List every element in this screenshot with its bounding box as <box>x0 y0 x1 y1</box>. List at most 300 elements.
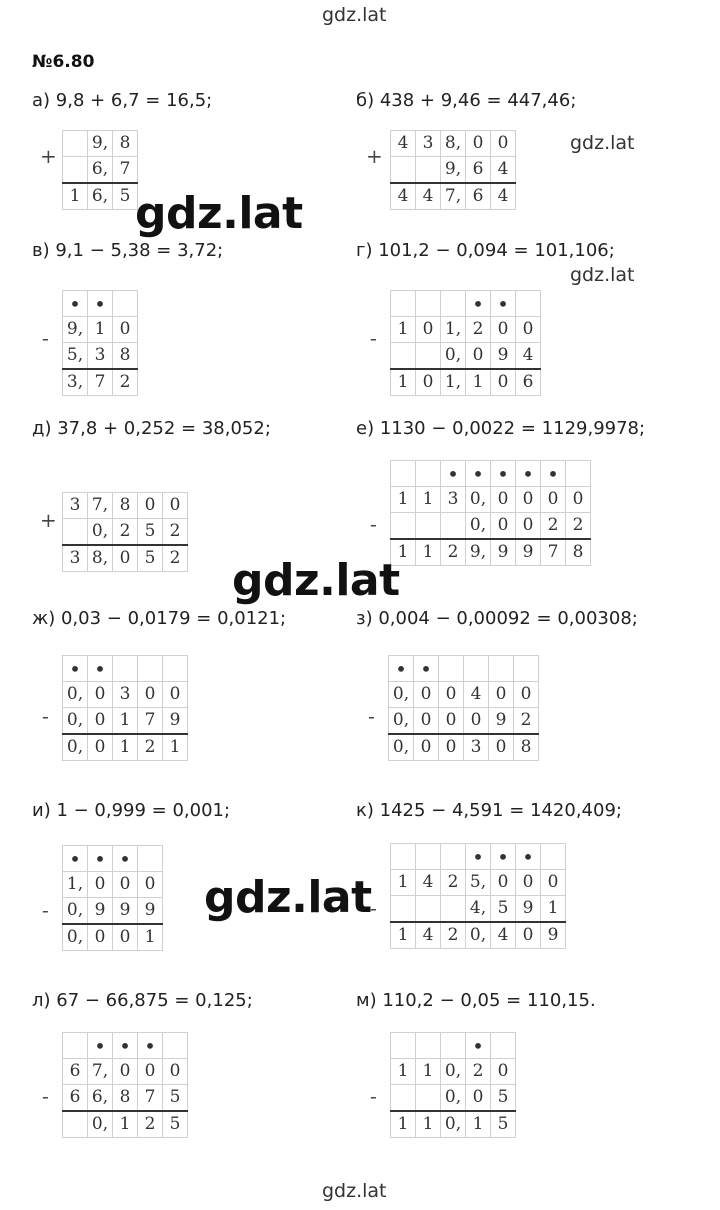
borrow-mark-cell: • <box>389 656 414 682</box>
digit-cell: 9 <box>491 343 516 370</box>
borrow-mark-cell: • <box>466 1033 491 1059</box>
digit-cell: 1 <box>391 870 416 896</box>
result-row <box>389 734 539 761</box>
operand-row <box>391 870 566 896</box>
digit-cell: 0 <box>491 1059 516 1085</box>
column-grid-l <box>62 1032 188 1138</box>
digit-cell: 9, <box>466 539 491 566</box>
sign-l: - <box>42 1084 49 1108</box>
digit-cell: 1 <box>391 922 416 949</box>
digit-cell: 2 <box>163 545 188 572</box>
digit-cell: 0 <box>113 924 138 951</box>
digit-cell: 0 <box>541 487 566 513</box>
borrow-mark-cell: • <box>63 291 88 317</box>
digit-cell: 0, <box>88 519 113 546</box>
digit-cell: 8 <box>113 1085 138 1112</box>
digit-cell: 4, <box>466 896 491 923</box>
digit-cell: 0, <box>389 708 414 735</box>
digit-cell: 6 <box>466 183 491 210</box>
equation-zh: ж) 0,03 − 0,0179 = 0,0121; <box>32 608 287 629</box>
digit-cell: 1 <box>391 317 416 343</box>
digit-cell: 7, <box>441 183 466 210</box>
borrow-mark-cell: • <box>113 846 138 872</box>
borrow-mark-cell: • <box>466 844 491 870</box>
operand-row <box>391 1033 516 1059</box>
digit-cell: 0, <box>466 513 491 540</box>
digit-cell: 0 <box>466 343 491 370</box>
digit-cell: 8, <box>88 545 113 572</box>
result-row <box>391 369 541 396</box>
digit-cell: 0, <box>466 922 491 949</box>
digit-cell <box>416 513 441 540</box>
digit-cell: 9 <box>491 539 516 566</box>
digit-cell: 1 <box>466 1111 491 1138</box>
digit-cell: 1 <box>63 183 88 210</box>
digit-cell: 1 <box>391 1111 416 1138</box>
result-row <box>63 183 138 210</box>
digit-cell: 0 <box>414 708 439 735</box>
operand-row <box>63 656 188 682</box>
digit-cell: 8 <box>566 539 591 566</box>
operand-row <box>391 1085 516 1112</box>
operand-row <box>391 157 516 184</box>
digit-cell: 5 <box>138 519 163 546</box>
digit-cell: 2 <box>514 708 539 735</box>
digit-cell: 2 <box>441 922 466 949</box>
digit-cell: 0 <box>516 513 541 540</box>
digit-cell: 8 <box>113 343 138 370</box>
borrow-mark-cell: • <box>88 291 113 317</box>
borrow-mark-cell: • <box>138 1033 163 1059</box>
column-grid-zh <box>62 655 188 761</box>
digit-cell: 0, <box>441 1111 466 1138</box>
digit-cell: 6 <box>466 157 491 184</box>
digit-cell: 3 <box>113 682 138 708</box>
digit-cell: 0 <box>414 682 439 708</box>
exercise-number: №6.80 <box>32 52 95 72</box>
operand-row <box>391 343 541 370</box>
borrow-mark-cell: • <box>113 1033 138 1059</box>
borrow-mark-cell <box>441 844 466 870</box>
digit-cell: 2 <box>113 519 138 546</box>
borrow-mark-cell <box>491 1033 516 1059</box>
operand-row <box>391 1059 516 1085</box>
digit-cell: 9 <box>138 898 163 925</box>
digit-cell: 0 <box>113 317 138 343</box>
digit-cell: 0, <box>466 487 491 513</box>
digit-cell: 9 <box>113 898 138 925</box>
digit-cell <box>441 513 466 540</box>
digit-cell: 1 <box>113 1111 138 1138</box>
result-row <box>391 183 516 210</box>
digit-cell: 3 <box>464 734 489 761</box>
digit-cell: 5 <box>113 183 138 210</box>
operand-row <box>391 461 591 487</box>
watermark-large-3: gdz.lat <box>204 872 372 923</box>
operand-row <box>63 872 163 898</box>
digit-cell: 0 <box>113 545 138 572</box>
operand-row <box>391 513 591 540</box>
digit-cell <box>391 1085 416 1112</box>
result-row <box>63 924 163 951</box>
borrow-mark-cell <box>416 844 441 870</box>
digit-cell: 8, <box>441 131 466 157</box>
digit-cell: 0 <box>489 734 514 761</box>
digit-cell: 0 <box>439 734 464 761</box>
digit-cell: 3, <box>63 369 88 396</box>
result-row <box>63 734 188 761</box>
sign-zh: - <box>42 704 49 728</box>
borrow-mark-cell <box>113 291 138 317</box>
borrow-mark-cell <box>541 844 566 870</box>
sign-a: + <box>40 144 57 168</box>
digit-cell: 0 <box>464 708 489 735</box>
borrow-mark-cell <box>163 1033 188 1059</box>
digit-cell: 0, <box>63 708 88 735</box>
borrow-mark-cell: • <box>414 656 439 682</box>
digit-cell: 0, <box>389 734 414 761</box>
digit-cell: 0 <box>491 317 516 343</box>
operand-row <box>63 291 138 317</box>
digit-cell: 7, <box>88 493 113 519</box>
watermark-side-1: gdz.lat <box>570 132 635 154</box>
borrow-mark-cell: • <box>63 656 88 682</box>
digit-cell: 7, <box>88 1059 113 1085</box>
borrow-mark-cell <box>489 656 514 682</box>
digit-cell: 0 <box>566 487 591 513</box>
digit-cell: 0 <box>516 487 541 513</box>
result-row <box>63 545 188 572</box>
sign-m: - <box>370 1084 377 1108</box>
equation-g: г) 101,2 − 0,094 = 101,106; <box>356 240 615 261</box>
digit-cell: 5, <box>63 343 88 370</box>
digit-cell: 9 <box>489 708 514 735</box>
column-grid-i <box>62 845 163 951</box>
digit-cell: 9 <box>163 708 188 735</box>
digit-cell: 2 <box>441 539 466 566</box>
digit-cell: 0 <box>516 870 541 896</box>
borrow-mark-cell <box>138 656 163 682</box>
digit-cell: 5 <box>491 1085 516 1112</box>
digit-cell: 1 <box>416 539 441 566</box>
operand-row <box>389 708 539 735</box>
digit-cell: 1 <box>163 734 188 761</box>
digit-cell: 4 <box>491 922 516 949</box>
operand-row <box>63 1059 188 1085</box>
column-grid-d <box>62 492 188 572</box>
operand-row <box>391 131 516 157</box>
watermark-top: gdz.lat <box>322 4 387 26</box>
digit-cell: 0 <box>491 487 516 513</box>
digit-cell: 4 <box>391 183 416 210</box>
digit-cell: 1 <box>416 487 441 513</box>
digit-cell: 0, <box>63 734 88 761</box>
digit-cell: 6 <box>63 1059 88 1085</box>
operand-row <box>63 1085 188 1112</box>
equation-e: е) 1130 − 0,0022 = 1129,9978; <box>356 418 646 439</box>
digit-cell: 2 <box>541 513 566 540</box>
digit-cell: 1 <box>138 924 163 951</box>
digit-cell: 4 <box>516 343 541 370</box>
digit-cell: 8 <box>113 131 138 157</box>
digit-cell: 0 <box>113 1059 138 1085</box>
digit-cell: 0 <box>163 682 188 708</box>
digit-cell <box>441 896 466 923</box>
digit-cell <box>416 157 441 184</box>
digit-cell: 0 <box>138 872 163 898</box>
digit-cell: 7 <box>113 157 138 184</box>
digit-cell: 0, <box>63 682 88 708</box>
digit-cell: 2 <box>138 734 163 761</box>
borrow-mark-cell: • <box>88 656 113 682</box>
borrow-mark-cell <box>416 1033 441 1059</box>
equation-m: м) 110,2 − 0,05 = 110,15. <box>356 990 596 1011</box>
borrow-mark-cell: • <box>491 291 516 317</box>
digit-cell: 0 <box>491 513 516 540</box>
digit-cell: 4 <box>464 682 489 708</box>
column-grid-b <box>390 130 516 210</box>
digit-cell: 9, <box>63 317 88 343</box>
digit-cell: 0 <box>491 131 516 157</box>
digit-cell: 0 <box>138 682 163 708</box>
borrow-mark-cell <box>416 291 441 317</box>
digit-cell: 1, <box>441 317 466 343</box>
digit-cell: 1 <box>113 708 138 735</box>
digit-cell: 3 <box>63 493 88 519</box>
result-row <box>391 1111 516 1138</box>
borrow-mark-cell: • <box>466 461 491 487</box>
digit-cell: 6 <box>516 369 541 396</box>
column-grid-e <box>390 460 591 566</box>
borrow-mark-cell: • <box>491 461 516 487</box>
digit-cell: 5, <box>466 870 491 896</box>
operand-row <box>63 1033 188 1059</box>
equation-b: б) 438 + 9,46 = 447,46; <box>356 90 577 111</box>
borrow-mark-cell <box>441 291 466 317</box>
digit-cell <box>391 896 416 923</box>
digit-cell: 4 <box>416 183 441 210</box>
operand-row <box>391 896 566 923</box>
digit-cell <box>63 1111 88 1138</box>
digit-cell: 0 <box>88 708 113 735</box>
borrow-mark-cell: • <box>491 844 516 870</box>
equation-a: а) 9,8 + 6,7 = 16,5; <box>32 90 213 111</box>
borrow-mark-cell <box>566 461 591 487</box>
digit-cell: 6, <box>88 157 113 184</box>
borrow-mark-cell <box>138 846 163 872</box>
digit-cell: 5 <box>163 1085 188 1112</box>
digit-cell: 1 <box>88 317 113 343</box>
digit-cell: 8 <box>113 493 138 519</box>
operand-row <box>63 682 188 708</box>
digit-cell: 0 <box>439 708 464 735</box>
operand-row <box>391 844 566 870</box>
digit-cell <box>391 343 416 370</box>
borrow-mark-cell: • <box>63 846 88 872</box>
digit-cell: 7 <box>138 708 163 735</box>
digit-cell: 1 <box>113 734 138 761</box>
digit-cell <box>63 519 88 546</box>
digit-cell: 0 <box>466 1085 491 1112</box>
digit-cell: 1 <box>466 369 491 396</box>
column-grid-m <box>390 1032 516 1138</box>
digit-cell: 3 <box>63 545 88 572</box>
digit-cell: 0, <box>441 1085 466 1112</box>
borrow-mark-cell <box>113 656 138 682</box>
digit-cell: 1 <box>391 487 416 513</box>
digit-cell: 4 <box>491 183 516 210</box>
digit-cell: 0 <box>491 369 516 396</box>
watermark-bottom: gdz.lat <box>322 1180 387 1202</box>
equation-k: к) 1425 − 4,591 = 1420,409; <box>356 800 622 821</box>
digit-cell: 0 <box>88 924 113 951</box>
borrow-mark-cell: • <box>441 461 466 487</box>
digit-cell: 0 <box>113 872 138 898</box>
digit-cell <box>391 157 416 184</box>
digit-cell: 4 <box>416 922 441 949</box>
sign-v: - <box>42 326 49 350</box>
digit-cell: 1, <box>63 872 88 898</box>
borrow-mark-cell <box>391 1033 416 1059</box>
digit-cell: 0 <box>416 317 441 343</box>
operand-row <box>63 131 138 157</box>
borrow-mark-cell <box>391 291 416 317</box>
digit-cell: 0 <box>163 493 188 519</box>
operand-row <box>63 846 163 872</box>
operand-row <box>63 898 163 925</box>
digit-cell: 8 <box>514 734 539 761</box>
digit-cell: 9 <box>516 539 541 566</box>
sign-d: + <box>40 508 57 532</box>
borrow-mark-cell <box>163 656 188 682</box>
equation-l: л) 67 − 66,875 = 0,125; <box>32 990 253 1011</box>
digit-cell: 1, <box>441 369 466 396</box>
sign-b: + <box>366 144 383 168</box>
borrow-mark-cell <box>416 461 441 487</box>
result-row <box>63 1111 188 1138</box>
digit-cell: 7 <box>541 539 566 566</box>
borrow-mark-cell: • <box>516 461 541 487</box>
digit-cell: 1 <box>391 369 416 396</box>
borrow-mark-cell <box>441 1033 466 1059</box>
digit-cell <box>63 131 88 157</box>
sign-k: - <box>370 896 377 920</box>
digit-cell: 1 <box>541 896 566 923</box>
digit-cell: 2 <box>163 519 188 546</box>
sign-i: - <box>42 898 49 922</box>
operand-row <box>63 157 138 184</box>
digit-cell: 0 <box>88 872 113 898</box>
result-row <box>63 369 138 396</box>
digit-cell: 0 <box>541 870 566 896</box>
digit-cell: 0 <box>514 682 539 708</box>
borrow-mark-cell: • <box>466 291 491 317</box>
digit-cell: 0 <box>491 870 516 896</box>
digit-cell: 5 <box>138 545 163 572</box>
digit-cell: 6 <box>63 1085 88 1112</box>
digit-cell: 6, <box>88 183 113 210</box>
borrow-mark-cell: • <box>516 844 541 870</box>
column-grid-k <box>390 843 566 949</box>
digit-cell: 0 <box>88 734 113 761</box>
operand-row <box>63 493 188 519</box>
result-row <box>391 539 591 566</box>
operand-row <box>391 291 541 317</box>
digit-cell: 0 <box>416 369 441 396</box>
sign-e: - <box>370 512 377 536</box>
borrow-mark-cell <box>439 656 464 682</box>
borrow-mark-cell <box>514 656 539 682</box>
digit-cell: 2 <box>441 870 466 896</box>
watermark-large-1: gdz.lat <box>135 188 303 239</box>
equation-z: з) 0,004 − 0,00092 = 0,00308; <box>356 608 638 629</box>
digit-cell: 0 <box>138 1059 163 1085</box>
digit-cell: 1 <box>416 1111 441 1138</box>
digit-cell: 4 <box>491 157 516 184</box>
operand-row <box>389 682 539 708</box>
digit-cell: 6, <box>88 1085 113 1112</box>
equation-d: д) 37,8 + 0,252 = 38,052; <box>32 418 271 439</box>
digit-cell <box>416 1085 441 1112</box>
digit-cell: 7 <box>138 1085 163 1112</box>
digit-cell: 0, <box>63 898 88 925</box>
borrow-mark-cell <box>464 656 489 682</box>
column-grid-z <box>388 655 539 761</box>
digit-cell: 2 <box>113 369 138 396</box>
digit-cell: 0 <box>516 317 541 343</box>
watermark-side-2: gdz.lat <box>570 264 635 286</box>
digit-cell: 0 <box>138 493 163 519</box>
column-grid-v <box>62 290 138 396</box>
digit-cell: 5 <box>491 1111 516 1138</box>
digit-cell: 3 <box>441 487 466 513</box>
digit-cell <box>63 157 88 184</box>
digit-cell: 9 <box>516 896 541 923</box>
digit-cell: 1 <box>391 539 416 566</box>
digit-cell: 9, <box>441 157 466 184</box>
operand-row <box>391 487 591 513</box>
digit-cell: 2 <box>466 317 491 343</box>
digit-cell: 4 <box>416 870 441 896</box>
borrow-mark-cell <box>63 1033 88 1059</box>
digit-cell <box>391 513 416 540</box>
digit-cell: 0 <box>163 1059 188 1085</box>
digit-cell: 4 <box>391 131 416 157</box>
operand-row <box>63 343 138 370</box>
digit-cell: 1 <box>391 1059 416 1085</box>
digit-cell: 2 <box>138 1111 163 1138</box>
digit-cell: 3 <box>416 131 441 157</box>
digit-cell <box>416 343 441 370</box>
sign-z: - <box>368 704 375 728</box>
digit-cell: 2 <box>466 1059 491 1085</box>
digit-cell: 0 <box>489 682 514 708</box>
digit-cell: 0, <box>441 1059 466 1085</box>
digit-cell: 9, <box>88 131 113 157</box>
operand-row <box>63 708 188 735</box>
digit-cell: 0, <box>88 1111 113 1138</box>
digit-cell: 5 <box>491 896 516 923</box>
digit-cell: 0, <box>389 682 414 708</box>
borrow-mark-cell <box>391 461 416 487</box>
equation-i: и) 1 − 0,999 = 0,001; <box>32 800 231 821</box>
digit-cell: 1 <box>416 1059 441 1085</box>
operand-row <box>63 317 138 343</box>
borrow-mark-cell: • <box>541 461 566 487</box>
borrow-mark-cell: • <box>88 846 113 872</box>
operand-row <box>63 519 188 546</box>
watermark-large-2: gdz.lat <box>232 555 400 606</box>
